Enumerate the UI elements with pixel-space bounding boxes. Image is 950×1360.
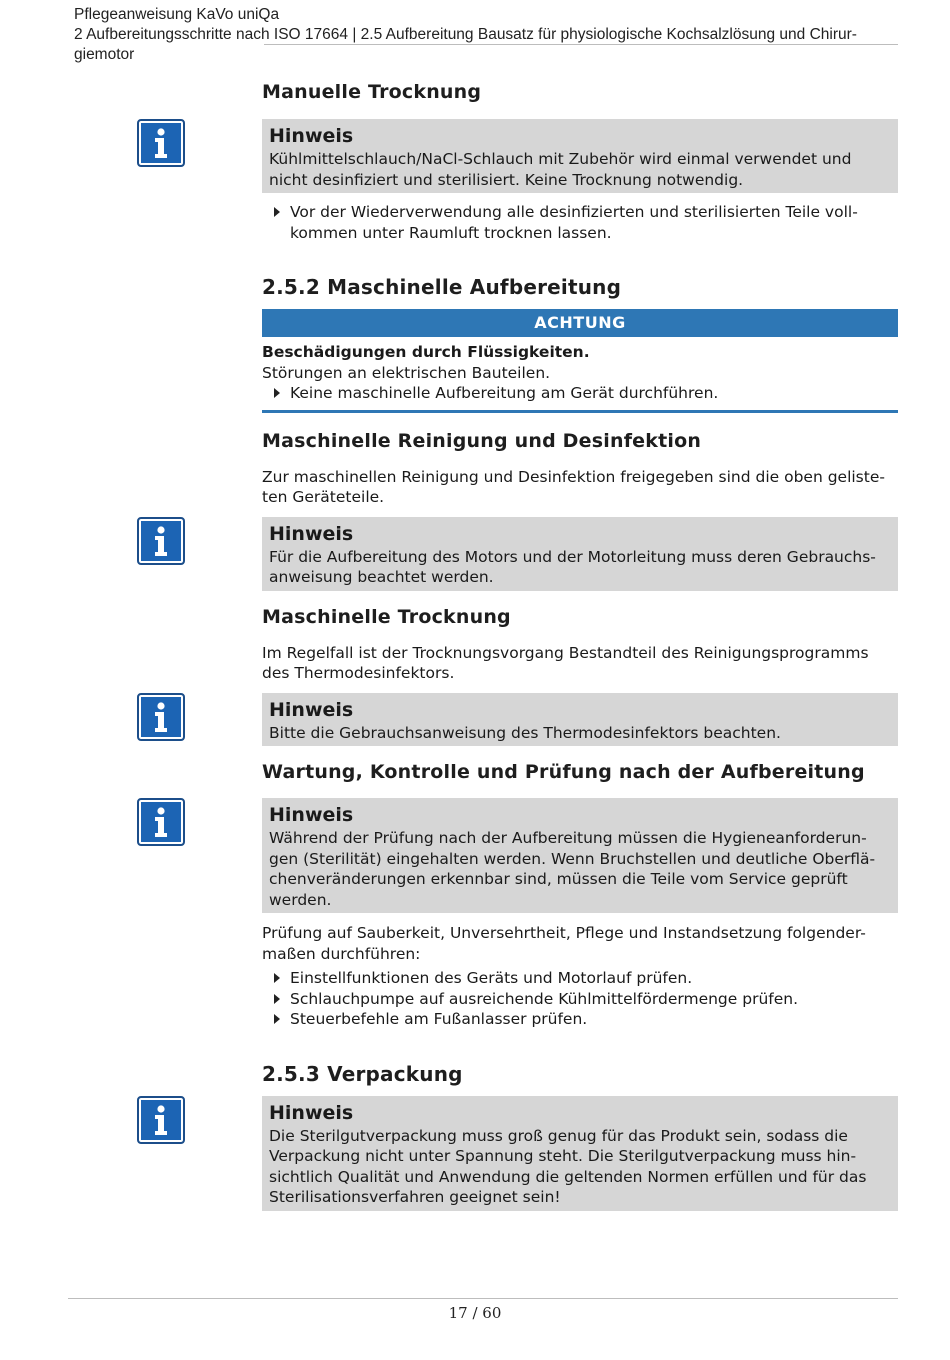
machine-drying-text: Im Regelfall ist der Trocknungsvorgang Bestandteil des Reinigungsprogramms des Thermodesinfektors. [262, 643, 869, 682]
warning-title: Beschädigungen durch Flüssigkeiten. [262, 343, 590, 361]
note-manual-drying [262, 119, 898, 193]
heading-manual-drying: Manuelle Trocknung [262, 81, 482, 103]
document-title: Pflegeanweisung KaVo uniQa [74, 6, 280, 23]
warning-step-list [262, 383, 898, 404]
page-content [262, 78, 898, 1211]
note-title: Hinweis [269, 125, 354, 147]
breadcrumb: 2 Aufbereitungsschritte nach ISO 17664 | 2.5 Aufbereitung Bausatz für physiologische Kochsalzlösung und Chirur- [74, 26, 857, 43]
list-item: Einstellfunktionen des Geräts und Motorlauf prüfen. [262, 968, 898, 989]
heading-packaging: 2.5.3 Verpackung [262, 1061, 463, 1086]
arrow-right-icon [274, 994, 280, 1004]
heading-maintenance: Wartung, Kontrolle und Prüfung nach der Aufbereitung [262, 761, 865, 783]
info-icon [137, 119, 185, 167]
note-text: Während der Prüfung nach der Aufbereitung müssen die Hygieneanforderun-gen (Sterilität) eingehalten werden. Wenn Bruchstellen und deutliche Oberflä-chenveränderungen erkennbar sind, müssen die Teile vom Service geprüft werden. [269, 829, 876, 909]
note-machine-cleaning [262, 517, 898, 591]
heading-machine-drying: Maschinelle Trocknung [262, 605, 511, 628]
note-packaging [262, 1096, 898, 1211]
note-title: Hinweis [269, 1101, 354, 1124]
list-item: Keine maschinelle Aufbereitung am Gerät durchführen. [262, 383, 898, 404]
machine-cleaning-text: Zur maschinellen Reinigung und Desinfektion freigegeben sind die oben geliste-ten Geräteteile. [262, 467, 885, 506]
list-item: Schlauchpumpe auf ausreichende Kühlmittelfördermenge prüfen. [262, 989, 898, 1010]
step-list-maintenance [262, 968, 898, 1030]
breadcrumb-continuation: giemotor [74, 46, 135, 63]
info-icon [137, 693, 185, 741]
warning-text: Störungen an elektrischen Bauteilen. [262, 363, 551, 382]
note-title: Hinweis [269, 804, 354, 826]
note-title: Hinweis [269, 698, 354, 721]
warning-body [262, 337, 898, 413]
arrow-right-icon [274, 388, 280, 398]
heading-machine-cleaning: Maschinelle Reinigung und Desinfektion [262, 429, 702, 452]
page-number: 17 / 60 [448, 1304, 502, 1322]
arrow-right-icon [274, 973, 280, 983]
page-header [74, 5, 900, 65]
heading-machine-processing: 2.5.2 Maschinelle Aufbereitung [262, 275, 622, 299]
header-divider [264, 44, 898, 45]
footer-divider [68, 1298, 898, 1299]
info-icon [137, 517, 185, 565]
list-item: Vor der Wiederverwendung alle desinfizierten und sterilisierten Teile voll-kommen unter Raumluft trocknen lassen. [262, 202, 898, 243]
note-text: Kühlmittelschlauch/NaCl-Schlauch mit Zubehör wird einmal verwendet und nicht desinfiziert und sterilisiert. Keine Trocknung notwendig. [269, 150, 852, 189]
note-machine-drying [262, 693, 898, 747]
note-text: Bitte die Gebrauchsanweisung des Thermodesinfektors beachten. [269, 723, 781, 742]
info-icon [137, 1096, 185, 1144]
maintenance-text: Prüfung auf Sauberkeit, Unversehrtheit, Pflege und Instandsetzung folgender-maßen durchführen: [262, 924, 866, 963]
list-item: Steuerbefehle am Fußanlasser prüfen. [262, 1009, 898, 1030]
note-maintenance [262, 798, 898, 913]
note-title: Hinweis [269, 522, 354, 545]
arrow-right-icon [274, 207, 280, 217]
step-list-manual-drying [262, 202, 898, 243]
note-text: Für die Aufbereitung des Motors und der Motorleitung muss deren Gebrauchs-anweisung beachtet werden. [269, 547, 876, 586]
arrow-right-icon [274, 1014, 280, 1024]
warning-bar: ACHTUNG [262, 309, 898, 337]
note-text: Die Sterilgutverpackung muss groß genug für das Produkt sein, sodass die Verpackung nicht unter Spannung steht. Die Sterilgutverpackung muss hin-sichtlich Qualität und Anwendung die geltenden Normen erfüllen und für das Sterilisationsverfahren geeignet sein! [269, 1126, 867, 1206]
info-icon [137, 798, 185, 846]
